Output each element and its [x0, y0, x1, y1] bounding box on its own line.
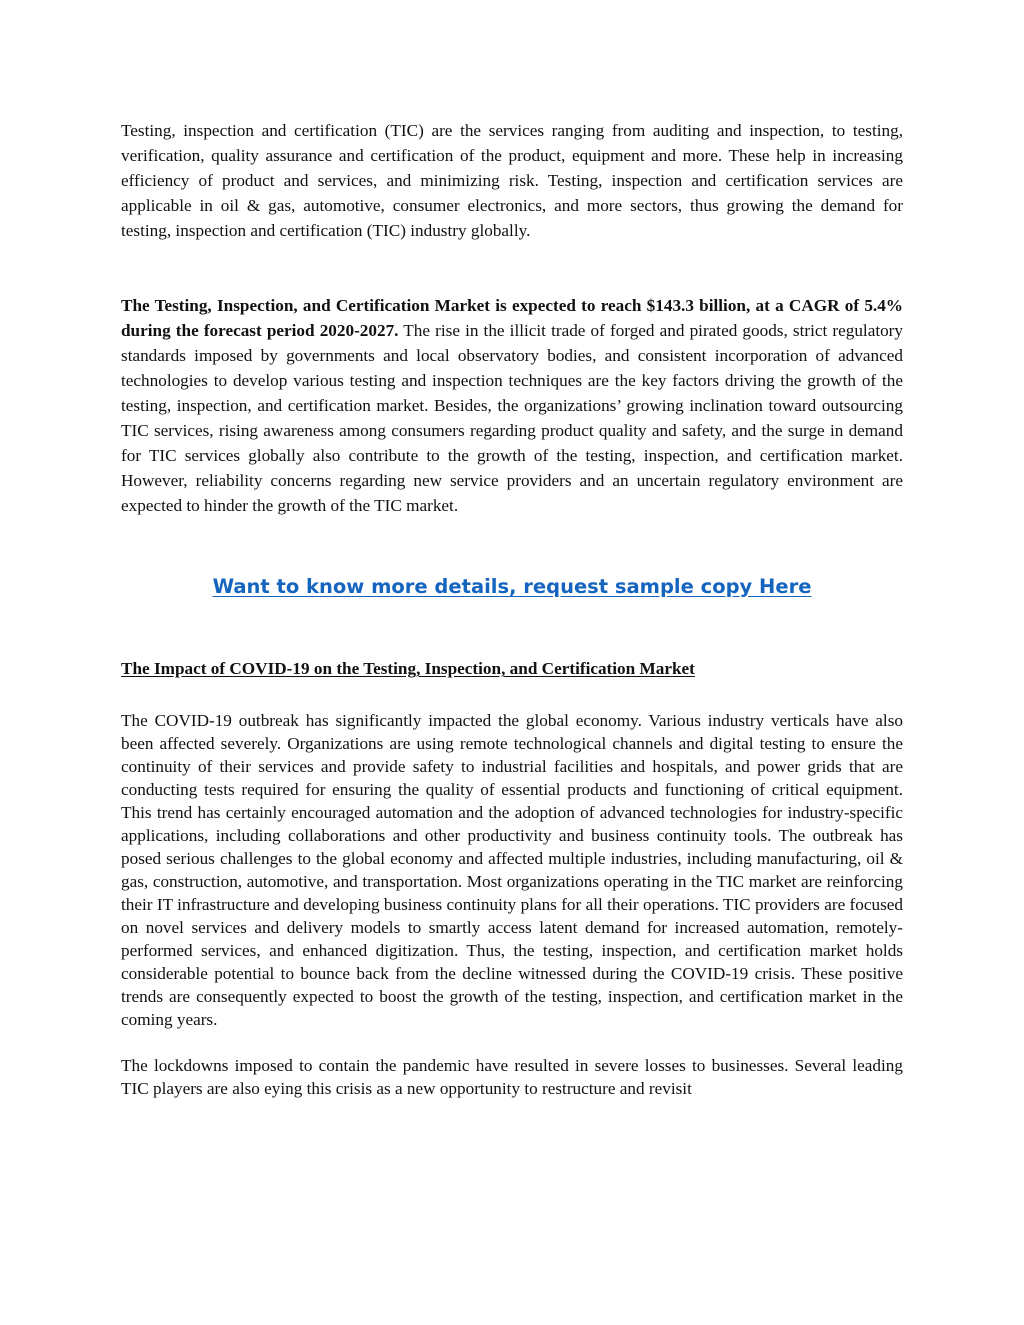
cta-container [121, 574, 903, 600]
covid-impact-paragraph: The COVID-19 outbreak has significantly impacted the global economy. Various industry verticals have also been affected severely. Organizations are using remote technological channels and digital testing to ensure the continuity of their services and provide safety to industrial facilities and hospitals, and power grids that are conducting tests required for ensuring the quality of essential products and functioning of critical equipment. This trend has certainly encouraged automation and the adoption of advanced technologies for industry-specific applications, including collaborations and other productivity and business continuity tools. The outbreak has posed serious challenges to the global economy and affected multiple industries, including manufacturing, oil & gas, construction, automotive, and transportation. Most organizations operating in the TIC market are reinforcing their IT infrastructure and developing business continuity plans for all their operations. TIC providers are focused on novel services and delivery models to smartly access latent demand for increased automation, remotely-performed services, and enhanced digitization. Thus, the testing, inspection, and certification market holds considerable potential to bounce back from the decline witnessed during the COVID-19 crisis. These positive trends are consequently expected to boost the growth of the testing, inspection, and certification market in the coming years. [121, 711, 903, 1029]
lockdown-paragraph: The lockdowns imposed to contain the pandemic have resulted in severe losses to businesses. Several leading TIC players are also eying this crisis as a new opportunity to restructure and revisit [121, 1056, 903, 1098]
section-heading: The Impact of COVID-19 on the Testing, Inspection, and Certification Market [121, 659, 695, 678]
document-page [121, 118, 903, 1100]
market-forecast-lead: The Testing, Inspection, and Certification Market is expected to reach $143.3 billion, at a CAGR of 5.4% during the forecast period 2020-2027. [121, 296, 903, 340]
intro-paragraph: Testing, inspection and certification (TIC) are the services ranging from auditing and inspection, to testing, verification, quality assurance and certification of the product, equipment and more. These help in increasing efficiency of product and services, and minimizing risk. Testing, inspection and certification services are applicable in oil & gas, automotive, consumer electronics, and more sectors, thus growing the demand for testing, inspection and certification (TIC) industry globally. [121, 121, 903, 240]
request-sample-link[interactable]: Want to know more details, request sample copy Here [212, 575, 812, 598]
market-paragraph [121, 293, 903, 518]
market-paragraph-body: The rise in the illicit trade of forged and pirated goods, strict regulatory standards imposed by governments and local observatory bodies, and consistent incorporation of advanced technologies to develop various testing and inspection techniques are the key factors driving the growth of the testing, inspection, and certification market. Besides, the organizations’ growing inclination toward outsourcing TIC services, rising awareness among consumers regarding product quality and safety, and the surge in demand for TIC services globally also contribute to the growth of the testing, inspection, and certification market. However, reliability concerns regarding new service providers and an uncertain regulatory environment are expected to hinder the growth of the TIC market. [121, 321, 904, 515]
